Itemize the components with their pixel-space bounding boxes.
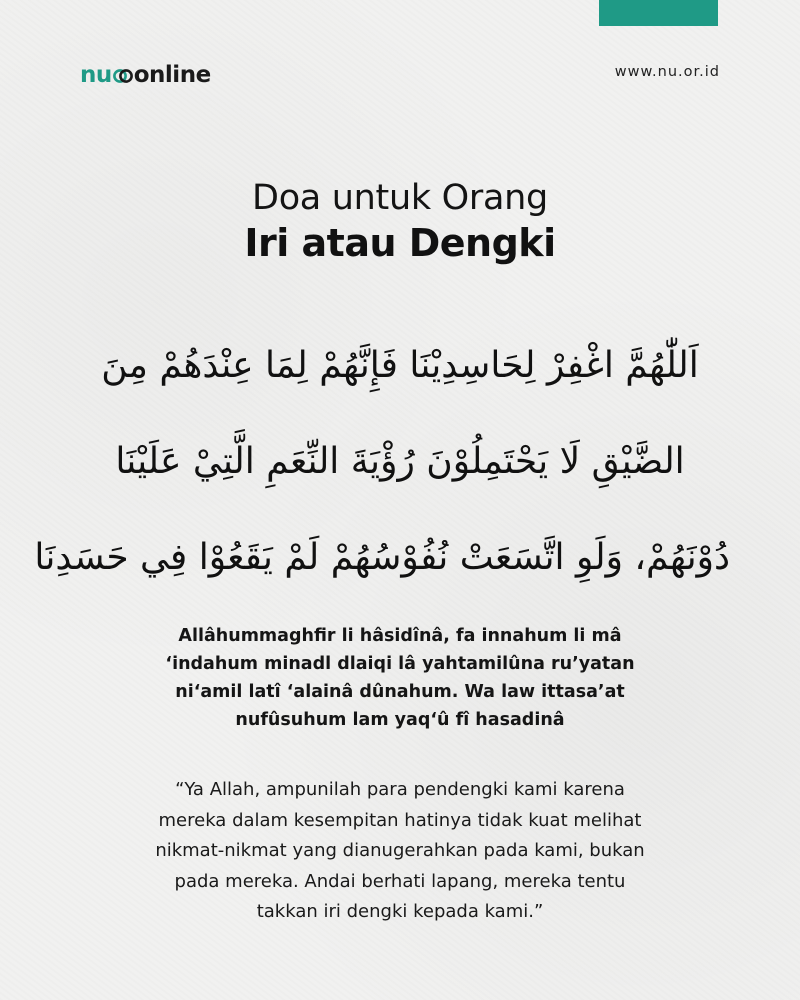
transliteration-line: ‘indahum minadl dlaiqi lâ yahtamilûna ru’yatan xyxy=(165,654,635,674)
site-url[interactable]: www.nu.or.id xyxy=(614,64,720,80)
translation-line: mereka dalam kesempitan hatinya tidak kuat melihat xyxy=(158,809,642,831)
arabic-line: دُوْنَهُمْ، وَلَوِ اتَّسَعَتْ نُفُوْسُهُمْ لَمْ يَقَعُوْا فِي حَسَدِنَا xyxy=(34,537,730,578)
transliteration-line: nufûsuhum lam yaq‘û fî hasadinâ xyxy=(235,710,565,730)
logo-online-text: online xyxy=(133,62,211,88)
transliteration-line: Allâhummaghfir li hâsidînâ, fa innahum li mâ xyxy=(178,626,622,646)
arabic-line: اَللّٰهُمَّ اغْفِرْ لِحَاسِدِيْنَا فَإِنَّهُمْ لِمَا عِنْدَهُمْ مِنَ xyxy=(101,345,699,386)
transliteration xyxy=(90,622,710,734)
logo-ring-icon xyxy=(113,69,133,83)
translation xyxy=(80,775,720,928)
nu-online-logo[interactable] xyxy=(80,60,211,90)
translation-line: “Ya Allah, ampunilah para pendengki kami karena xyxy=(175,779,625,800)
translation-line: takkan iri dengki kepada kami.” xyxy=(256,901,544,922)
translation-line: nikmat-nikmat yang dianugerahkan pada kami, bukan xyxy=(155,840,645,861)
page-title xyxy=(0,176,800,266)
title-line-2: Iri atau Dengki xyxy=(244,221,556,265)
arabic-line: الضَّيْقِ لَا يَحْتَمِلُوْنَ رُؤْيَةَ النِّعَمِ الَّتِيْ عَلَيْنَا xyxy=(115,441,685,482)
transliteration-line: ni‘amil latî ‘alainâ dûnahum. Wa law ittasa’at xyxy=(175,682,625,702)
logo-nu-text: nu xyxy=(80,62,112,88)
title-line-1: Doa untuk Orang xyxy=(252,178,548,218)
arabic-prayer xyxy=(34,318,730,606)
translation-line: pada mereka. Andai berhati lapang, mereka tentu xyxy=(174,870,626,892)
accent-bar xyxy=(599,0,718,26)
